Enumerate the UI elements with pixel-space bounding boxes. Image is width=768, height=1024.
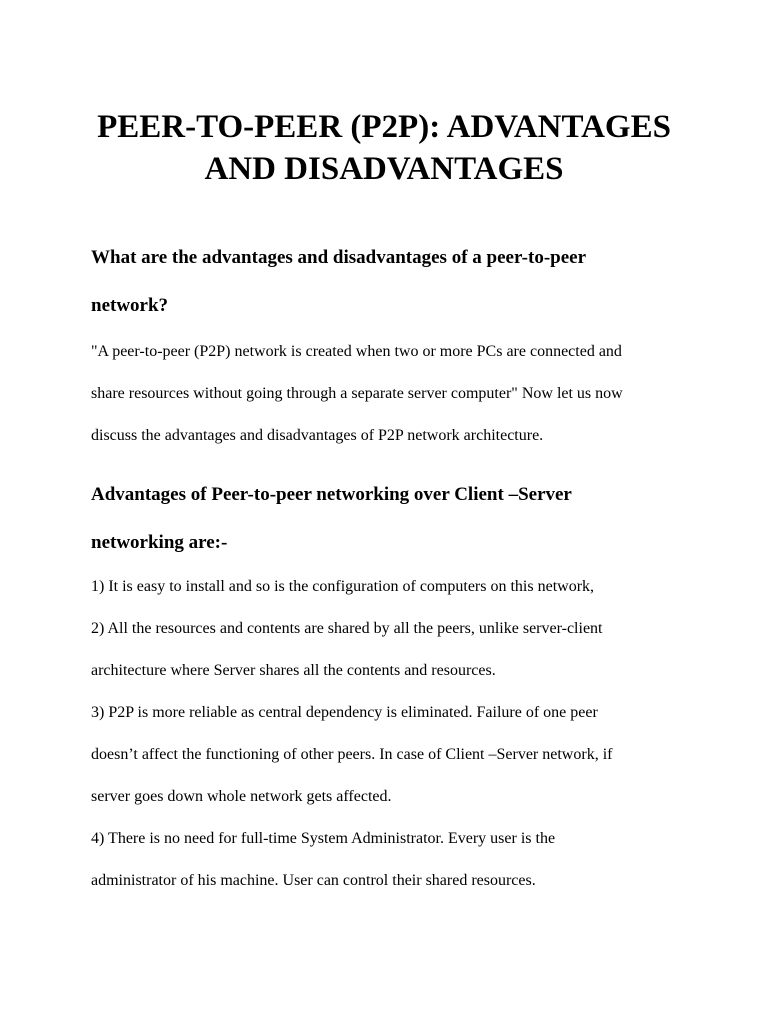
point-4-line-1: 4) There is no need for full-time System Administrator. Every user is the	[91, 830, 556, 847]
advantages-heading-line-2: networking are:-	[91, 532, 228, 553]
point-2-line-2: architecture where Server shares all the contents and resources.	[91, 662, 496, 679]
question-heading-line-1: What are the advantages and disadvantages of a peer-to-peer	[91, 247, 587, 268]
title-line-2: AND DISADVANTAGES	[204, 151, 564, 187]
point-3-line-1: 3) P2P is more reliable as central dependency is eliminated. Failure of one peer	[91, 704, 598, 721]
advantages-heading-line-1: Advantages of Peer-to-peer networking over Client –Server	[91, 484, 572, 505]
point-3-line-2: doesn’t affect the functioning of other peers. In case of Client –Server network, if	[91, 746, 613, 763]
intro-line-2: share resources without going through a separate server computer" Now let us now	[91, 385, 623, 402]
intro-line-1: "A peer-to-peer (P2P) network is created when two or more PCs are connected and	[91, 343, 622, 360]
point-4-line-2: administrator of his machine. User can control their shared resources.	[91, 872, 536, 889]
point-1-line-1: 1) It is easy to install and so is the configuration of computers on this network,	[91, 578, 595, 595]
question-heading-line-2: network?	[91, 295, 169, 316]
page-title	[40, 106, 728, 190]
title-line-1: PEER-TO-PEER (P2P): ADVANTAGES	[97, 109, 671, 145]
intro-line-3: discuss the advantages and disadvantages of P2P network architecture.	[91, 427, 544, 444]
point-3-line-3: server goes down whole network gets affected.	[91, 788, 392, 805]
point-2-line-1: 2) All the resources and contents are shared by all the peers, unlike server-client	[91, 620, 603, 637]
